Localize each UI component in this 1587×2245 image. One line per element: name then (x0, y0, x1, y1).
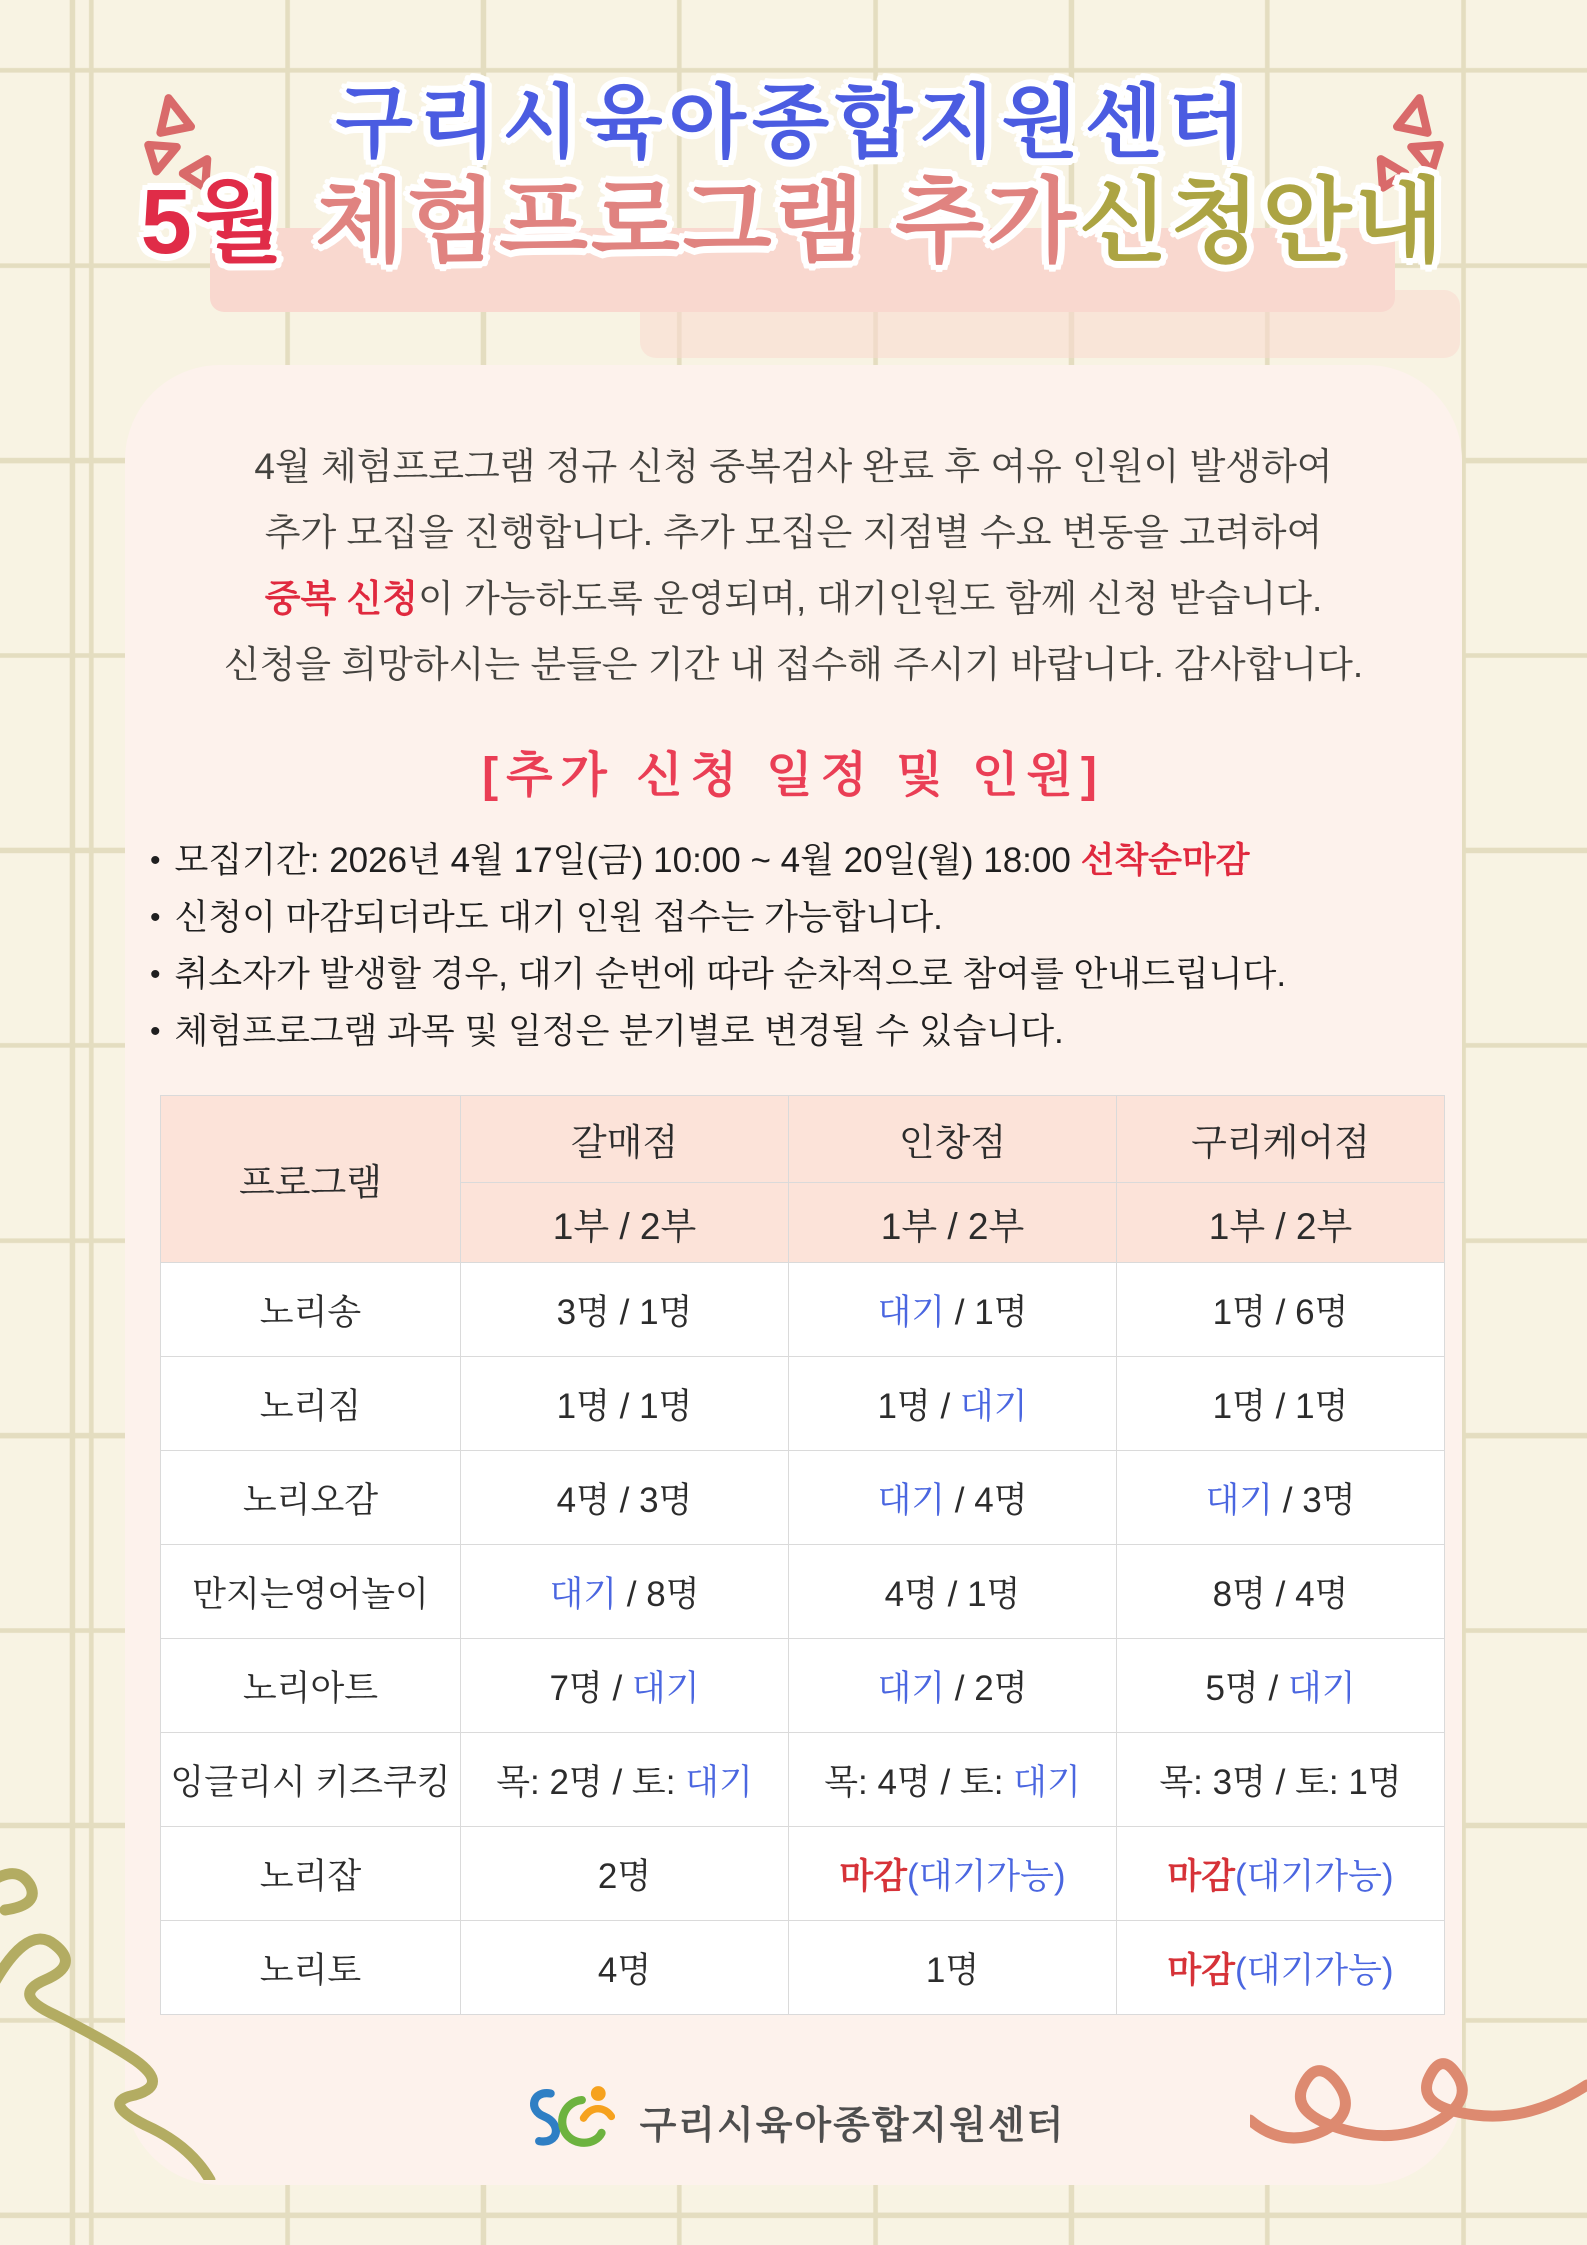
page-title (0, 148, 1587, 280)
availability-count: 1명 / 6명 (1212, 1292, 1349, 1332)
program-name-cell: 노리오감 (161, 1451, 461, 1545)
org-title: 구리시육아종합지원센터 (335, 78, 1252, 167)
availability-cell (1117, 1263, 1445, 1357)
branch-header-inchang: 인창점 (789, 1096, 1117, 1183)
availability-count: 목: 2명 / 토: (496, 1762, 686, 1802)
note-text: 취소자가 발생할 경우, 대기 순번에 따라 순차적으로 참여를 안내드립니다. (174, 955, 1287, 994)
list-item (150, 1003, 1450, 1060)
availability-cell (461, 1921, 789, 2015)
program-column-header: 프로그램 (161, 1096, 461, 1263)
branch-header-galmae: 갈매점 (461, 1096, 789, 1183)
availability-cell (789, 1827, 1117, 1921)
availability-table (160, 1095, 1445, 2015)
table-row (161, 1357, 1445, 1451)
availability-cell (1117, 1545, 1445, 1639)
program-name-cell: 만지는영어놀이 (161, 1545, 461, 1639)
availability-cell (1117, 1451, 1445, 1545)
availability-count: 4명 (597, 1950, 652, 1990)
availability-cell (789, 1733, 1117, 1827)
intro-line-2: 추가 모집을 진행합니다. 추가 모집은 지점별 수요 변동을 고려하여 (264, 512, 1323, 553)
table-row (161, 1263, 1445, 1357)
program-name-cell: 잉글리시 키즈쿠킹 (161, 1733, 461, 1827)
availability-count: 4명 / 3명 (556, 1480, 693, 1520)
availability-status: 마감 (839, 1856, 908, 1896)
session-header: 1부 / 2부 (789, 1183, 1117, 1263)
list-item (150, 832, 1450, 889)
availability-cell (1117, 1733, 1445, 1827)
intro-line-3-emphasis: 중복 신청 (264, 578, 418, 619)
note-text: 모집기간: 2026년 4월 17일(금) 10:00 ~ 4월 20일(월) 18:00 선착순마감 (174, 841, 1250, 880)
availability-count: 1명 (925, 1950, 980, 1990)
availability-status: 대기 (1205, 1480, 1274, 1520)
availability-status: 대기 (959, 1386, 1028, 1426)
availability-count: / 4명 (945, 1480, 1028, 1520)
list-item (150, 946, 1450, 1003)
title-part-month: 5월 (140, 171, 316, 273)
availability-count: 1명 / 1명 (1212, 1386, 1349, 1426)
intro-paragraph (125, 434, 1462, 698)
center-logo-icon (522, 2082, 622, 2160)
availability-count: 5명 / (1205, 1668, 1288, 1708)
availability-status: (대기가능) (1235, 1950, 1394, 1990)
availability-cell (789, 1639, 1117, 1733)
title-part-program: 체험프로그램 (315, 171, 896, 273)
availability-cell (1117, 1639, 1445, 1733)
availability-status: 대기 (685, 1762, 753, 1802)
availability-status: 대기 (877, 1668, 946, 1708)
availability-status: 마감 (1167, 1950, 1236, 1990)
session-header: 1부 / 2부 (1117, 1183, 1445, 1263)
program-name-cell: 노리토 (161, 1921, 461, 2015)
availability-cell (461, 1545, 789, 1639)
availability-cell (461, 1733, 789, 1827)
availability-status: 대기 (631, 1668, 700, 1708)
availability-cell (789, 1451, 1117, 1545)
table-row (161, 1921, 1445, 2015)
availability-count: 8명 / 4명 (1212, 1574, 1349, 1614)
bullet-icon: • (150, 1015, 161, 1048)
intro-line-3 (125, 566, 1462, 632)
program-name-cell: 노리송 (161, 1263, 461, 1357)
availability-cell (1117, 1827, 1445, 1921)
program-name-cell: 노리아트 (161, 1639, 461, 1733)
availability-cell (461, 1357, 789, 1451)
availability-count: 1명 / (877, 1386, 960, 1426)
availability-status: 마감 (1167, 1856, 1236, 1896)
availability-cell (1117, 1357, 1445, 1451)
availability-status: 대기 (877, 1292, 946, 1332)
availability-status: 대기 (877, 1480, 946, 1520)
availability-cell (461, 1827, 789, 1921)
availability-cell (461, 1451, 789, 1545)
branch-header-guricare: 구리케어점 (1117, 1096, 1445, 1183)
availability-cell (789, 1545, 1117, 1639)
availability-count: 3명 / 1명 (556, 1292, 693, 1332)
intro-line-3-rest: 이 가능하도록 운영되며, 대기인원도 함께 신청 받습니다. (417, 578, 1323, 619)
availability-cell (789, 1357, 1117, 1451)
availability-cell (461, 1263, 789, 1357)
availability-count: 7명 / (549, 1668, 632, 1708)
availability-status: (대기가능) (907, 1856, 1066, 1896)
availability-table-wrap (160, 1095, 1445, 2015)
notes-list (150, 832, 1450, 1060)
table-row (161, 1733, 1445, 1827)
availability-status: (대기가능) (1235, 1856, 1394, 1896)
intro-line-4: 신청을 희망하시는 분들은 기간 내 접수해 주시기 바랍니다. 감사합니다. (223, 644, 1364, 685)
table-row (161, 1545, 1445, 1639)
availability-count: 1명 / 1명 (556, 1386, 693, 1426)
program-table-body (161, 1263, 1445, 2015)
bullet-icon: • (150, 958, 161, 991)
section-heading: [추가 신청 일정 및 인원] (482, 749, 1105, 802)
session-header: 1부 / 2부 (461, 1183, 789, 1263)
footer-org-name: 구리시육아종합지원센터 (639, 2104, 1066, 2147)
availability-status: 대기 (1013, 1762, 1081, 1802)
availability-cell (789, 1263, 1117, 1357)
availability-count: / 8명 (617, 1574, 700, 1614)
availability-count: 목: 3명 / 토: 1명 (1159, 1762, 1402, 1802)
title-part-guide: 신청안내 (1078, 171, 1447, 273)
intro-line-1: 4월 체험프로그램 정규 신청 중복검사 완료 후 여유 인원이 발생하여 (254, 446, 1333, 487)
availability-count: 목: 4명 / 토: (824, 1762, 1014, 1802)
availability-count: / 3명 (1273, 1480, 1356, 1520)
title-part-extra: 추가 (895, 171, 1079, 273)
availability-cell (461, 1639, 789, 1733)
availability-cell (1117, 1921, 1445, 2015)
availability-count: 4명 / 1명 (884, 1574, 1021, 1614)
note-emphasis: 선착순마감 (1080, 841, 1250, 880)
branch-header-row (161, 1096, 1445, 1183)
table-row (161, 1451, 1445, 1545)
availability-count: 2명 (597, 1856, 652, 1896)
program-name-cell: 노리잡 (161, 1827, 461, 1921)
table-row (161, 1827, 1445, 1921)
availability-status: 대기 (1287, 1668, 1356, 1708)
availability-cell (789, 1921, 1117, 2015)
table-row (161, 1639, 1445, 1733)
bullet-icon: • (150, 844, 161, 877)
title-highlight-band-fade (640, 290, 1460, 358)
note-text: 체험프로그램 과목 및 일정은 분기별로 변경될 수 있습니다. (174, 1012, 1064, 1051)
availability-count: / 2명 (945, 1668, 1028, 1708)
footer (0, 2082, 1587, 2160)
note-text: 신청이 마감되더라도 대기 인원 접수는 가능합니다. (174, 898, 943, 937)
list-item (150, 889, 1450, 946)
bullet-icon: • (150, 901, 161, 934)
program-name-cell: 노리짐 (161, 1357, 461, 1451)
availability-count: / 1명 (945, 1292, 1028, 1332)
availability-status: 대기 (549, 1574, 618, 1614)
